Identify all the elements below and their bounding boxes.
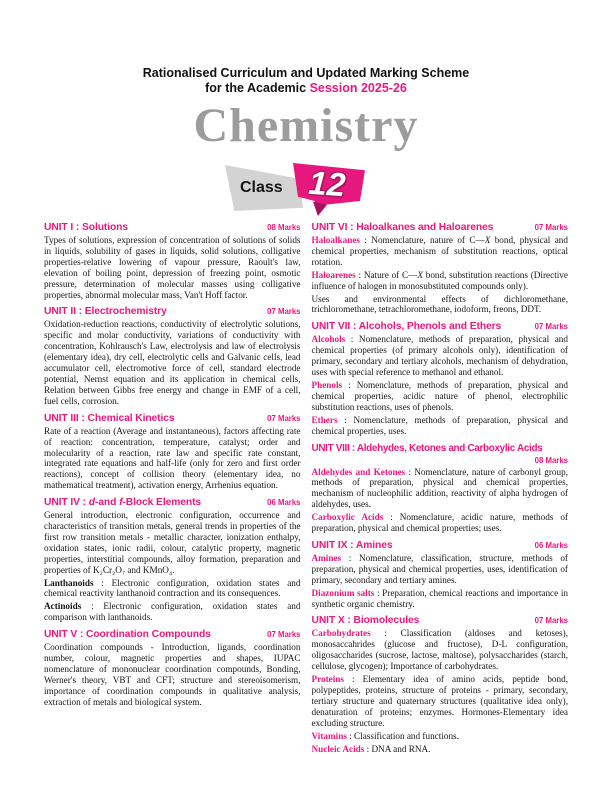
text-run: : Classification (aldoses and ketoses), monosaccahrides (glucose and fructose), D-L configuration, oligosaccharides (sucrose, lactose, maltose), polysaccharides (starch, cellulose, glycogen); Importance of carbohydrates. [311, 628, 568, 672]
text-run: UNIT VI : Haloalkanes and Haloarenes [311, 222, 494, 233]
page-header [0, 66, 612, 96]
text-run: : Nomenclature, acidic nature, methods of preparation, physical and chemical properties; uses. [311, 512, 568, 534]
topic-lead: Carboxylic Acids [311, 512, 384, 523]
text-run: Rate of a reaction (Average and instantaneous), factors affecting rate of reaction: concentration, temperature, catalyst; order and molecularity of a reaction, rate law and specific rate constant, integrated rate equations and half-life (only for zero and first order reactions), concept of collision theory (elementary idea, no mathematical treatment), activation energy, Arrhenius equation. [44, 425, 301, 491]
unit-marks: 06 Marks [534, 540, 568, 550]
syllabus-columns [44, 222, 568, 756]
unit-section [312, 615, 569, 754]
topic-lead: Carbohydrates [311, 628, 371, 639]
italic-text: X [484, 235, 491, 245]
text-run: : Nomenclature, methods of preparation, physical and chemical properties, acidic nature of phenol, electrophilic substitution reactions, uses of phenols. [311, 379, 568, 412]
text-run: UNIT I : Solutions [44, 222, 128, 233]
topic-lead: Alcohols [311, 334, 346, 345]
unit-section [312, 540, 569, 610]
unit-paragraph [312, 270, 569, 292]
unit-paragraph [312, 744, 569, 755]
unit-paragraph [312, 467, 569, 511]
text-run: : Electronic configuration, oxidation states and comparison with lanthanoids. [44, 601, 301, 623]
left-column [44, 222, 301, 756]
unit-heading [44, 497, 301, 508]
unit-paragraph [44, 235, 301, 300]
unit-marks: 08 Marks [534, 455, 568, 465]
unit-title [312, 615, 420, 626]
text-run: -Block Elements [122, 497, 202, 509]
text-run: Oxidation-reduction reactions, conductivity of electrolytic solutions, specific and molar conductivity, variations of conductivity with concentration, Kohlrausch's Law, electrolysis and law of electrolysis (elementary idea), dry cell, electrolytic cells and Galvanic cells, lead accumulator cell, electromotive force of cell, standard electrode potential, Nernst equation and its application in chemical cells, Relation between Gibbs free energy and change in EMF of a cell, fuel cells, corrosion. [44, 319, 301, 406]
topic-lead: Haloarenes [311, 269, 356, 280]
unit-section [44, 413, 301, 491]
text-run: UNIT II : Electrochemistry [44, 306, 167, 318]
text-run: bond, physical and chemical properties, mechanism of substitution reactions, optical rotation. [311, 235, 568, 267]
unit-paragraph [312, 294, 569, 316]
header-line1: Rationalised Curriculum and Updated Marking Scheme [142, 66, 470, 80]
right-column [312, 222, 569, 756]
text-run: : Nature of C— [355, 269, 418, 280]
header-line2 [0, 81, 612, 96]
unit-paragraph [312, 553, 569, 586]
unit-title [312, 321, 502, 332]
unit-heading [44, 222, 301, 233]
unit-paragraph [312, 334, 569, 378]
unit-title [44, 306, 167, 317]
unit-paragraph [44, 426, 301, 491]
text-run: : Classification and functions. [346, 730, 459, 741]
unit-paragraph [44, 578, 301, 600]
unit-paragraph [312, 731, 569, 742]
text-run: UNIT IV : [44, 497, 89, 509]
topic-lead: Vitamins [311, 730, 347, 741]
text-run: bond, substitution reactions (Directive influence of halogen in monosubstituted compounds only). [311, 269, 568, 291]
unit-title [44, 629, 211, 640]
topic-lead: Amines [311, 552, 342, 563]
text-run: Types of solutions, expression of concentration of solutions of solids in liquids, solubility of gases in liquids, solid solutions, colligative properties-relative lowering of vapour pressure, Raoult's law, elevation of boiling point, depression of freezing point, osmotic pressure, determination of molecular masses using colligative properties, abnormal molecular mass, Van't Hoff factor. [44, 235, 301, 300]
topic-lead: Ethers [311, 414, 338, 425]
topic-lead: Actinoids [44, 601, 82, 612]
text-run: : DNA and RNA. [364, 743, 431, 754]
unit-marks: 07 Marks [534, 223, 568, 232]
unit-paragraph [44, 319, 301, 406]
session-highlight: Session 2025-26 [309, 81, 407, 95]
unit-marks: 08 Marks [267, 223, 301, 232]
unit-title [44, 497, 201, 508]
unit-paragraph [312, 380, 569, 413]
unit-marks: 06 Marks [267, 498, 301, 508]
header-line2-prefix: for the Academic [205, 81, 310, 95]
text-run: UNIT III : Chemical Kinetics [44, 412, 175, 424]
unit-marks: 07 Marks [534, 616, 568, 626]
text-run: : Nomenclature, nature of carbonyl group, methods of preparation, physical and chemical properties, mechanism of nucleophilic addition, reactivity of alpha hydrogen of aldehydes, uses. [311, 466, 569, 510]
text-run: : Electronic configuration, oxidation states and chemical reactivity lanthanoid contraction and its consequences. [44, 577, 301, 599]
unit-paragraph [44, 601, 301, 623]
text-run: Coordination compounds - Introduction, ligands, coordination number, colour, magnetic properties and shapes, IUPAC nomenclature of mononuclear coordination compounds, Bonding, Werner's theory, VBT and CFT; structure and stereoisomerism, importance of coordination compounds in qualitative analysis, extraction of metals and biological system. [44, 642, 301, 707]
unit-paragraph [312, 628, 569, 672]
unit-paragraph [312, 235, 569, 268]
unit-section [44, 306, 301, 406]
unit-section [44, 222, 301, 300]
unit-section [312, 443, 569, 534]
unit-title [44, 222, 128, 233]
italic-text: X [417, 269, 423, 280]
unit-heading [44, 629, 301, 640]
unit-section [312, 222, 569, 315]
topic-lead: Diazonium salts [311, 587, 375, 598]
unit-heading [312, 321, 569, 332]
unit-title [312, 443, 543, 454]
text-run: UNIT X : Biomolecules [311, 615, 420, 627]
text-run: -and [94, 497, 120, 509]
text-run: UNIT IX : Amines [311, 539, 393, 551]
class-badge-number: 12 [307, 163, 347, 204]
unit-marks: 07 Marks [267, 413, 301, 423]
text-run: UNIT V : Coordination Compounds [44, 629, 211, 641]
unit-title [44, 413, 175, 424]
class-badge [225, 162, 367, 216]
unit-paragraph [44, 510, 301, 575]
unit-section [312, 321, 569, 436]
unit-title [312, 540, 393, 551]
unit-paragraph [312, 415, 569, 437]
unit-paragraph [44, 642, 301, 707]
unit-heading [312, 222, 569, 233]
class-badge-label: Class [240, 179, 283, 196]
unit-heading [44, 413, 301, 424]
text-run: : Nomenclature, nature of C— [360, 235, 485, 245]
text-run: : Nomenclature, methods of preparation, physical and chemical properties (of primary alcohols only), identification of primary, secondary and tertiary alcohols, mechanism of dehydration, uses with special reference to methanol and ethanol. [311, 334, 568, 378]
text-run: UNIT VII : Alcohols, Phenols and Ethers [311, 321, 502, 333]
italic-text: d [88, 497, 95, 509]
text-run: Uses and environmental effects of dichloromethane, trichloromethane, tetrachloromethane, iodoform, freons, DDT. [311, 293, 568, 315]
text-run: : Nomenclature, methods of preparation, physical and chemical properties, uses. [311, 414, 568, 436]
unit-paragraph [312, 588, 569, 610]
unit-section [44, 497, 301, 623]
topic-lead: Nucleic Acids [311, 743, 365, 754]
unit-heading [44, 306, 301, 317]
topic-lead: Lanthanoids [44, 577, 94, 588]
text-run: : Nomenclature, classification, structure, methods of preparation, physical and chemical properties, uses, identification of primary, secondary and tertiary amines. [311, 552, 568, 585]
unit-marks: 07 Marks [267, 630, 301, 640]
page-title: Chemistry [193, 99, 419, 152]
topic-lead: Phenols [311, 379, 343, 390]
text-run: : Preparation, chemical reactions and importance in synthetic organic chemistry. [311, 587, 568, 609]
unit-paragraph [312, 674, 569, 729]
unit-section [44, 629, 301, 707]
italic-text: f [119, 497, 123, 509]
unit-heading [312, 615, 569, 626]
text-run: General introduction, electronic configuration, occurrence and characteristics of transition metals, general trends in properties of the first row transition metals - metallic character, ionization enthalpy, oxidation states, ionic radii, colour, catalytic property, magnetic properties, interstitial compounds, alloy formation, preparation and properties of K₂Cr₂O₇ and KMnO₄. [44, 510, 301, 575]
topic-lead: Aldehydes and Ketones [311, 466, 406, 477]
unit-paragraph [312, 512, 569, 534]
unit-marks: 07 Marks [534, 322, 568, 332]
text-run: UNIT VIII : Aldehydes, Ketones and Carboxylic Acids [311, 442, 543, 454]
topic-lead: Proteins [311, 674, 344, 685]
unit-title [312, 222, 494, 233]
text-run: : Elementary idea of amino acids, peptide bond, polypeptides, proteins, structure of proteins - primary, secondary, tertiary structure and quaternary structures (qualitative idea only), denaturation of proteins; enzymes. Hormones-Elementary idea excluding structure. [311, 674, 568, 728]
topic-lead: Haloalkanes [311, 235, 360, 245]
unit-marks: 07 Marks [267, 307, 301, 317]
unit-heading [312, 540, 569, 551]
unit-heading [312, 443, 569, 454]
